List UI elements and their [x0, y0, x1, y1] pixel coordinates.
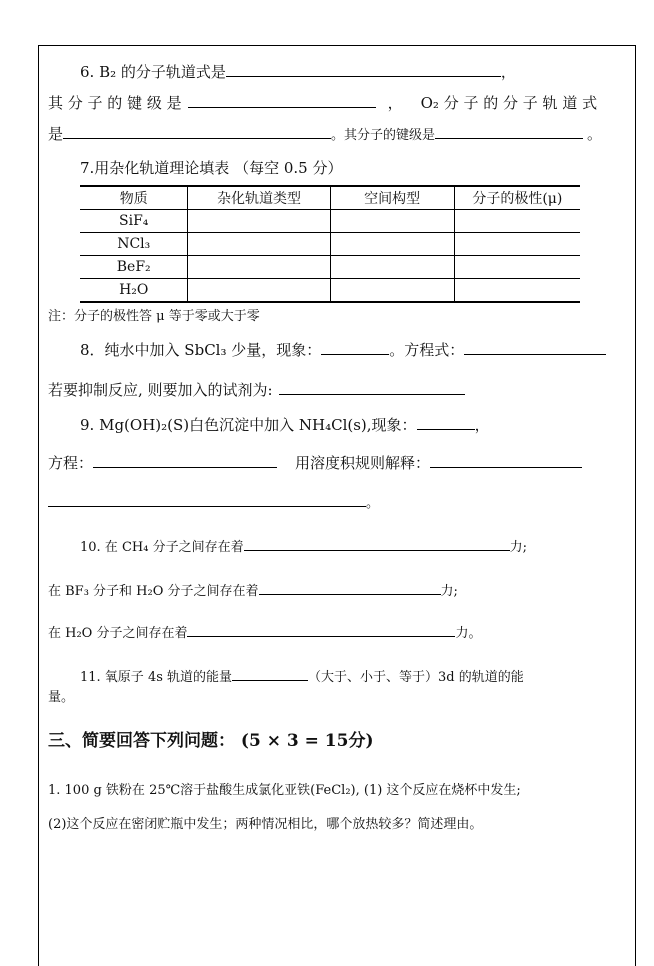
q11-line2: 量。	[48, 690, 75, 705]
q8-reagent-label: 若要抑制反应, 则要加入的试剂为:	[48, 381, 273, 399]
header-geometry: 空间构型	[330, 186, 454, 210]
row-substance: NCl₃	[80, 233, 188, 256]
q8-equation-label: 。方程式：	[389, 341, 465, 359]
q7-title: 7.用杂化轨道理论填表 （每空 0.5 分）	[80, 159, 343, 177]
q9-equation-label: 方程：	[48, 454, 94, 472]
header-hybrid-type: 杂化轨道类型	[188, 186, 330, 210]
hybridization-table	[80, 185, 580, 303]
q9-line3	[48, 492, 379, 514]
q9-prefix: 9. Mg(OH)₂(S)白色沉淀中加入 NH₄Cl(s),现象：	[80, 416, 417, 434]
q11-line1	[80, 666, 524, 688]
cell-blank[interactable]	[454, 210, 580, 233]
q9-end: 。	[366, 496, 380, 511]
cell-blank[interactable]	[330, 279, 454, 303]
q6-o2-label: O₂ 分 子 的 分 子 轨 道 式	[420, 94, 598, 112]
cell-blank[interactable]	[330, 233, 454, 256]
q10-line2	[48, 580, 458, 602]
q10-bf3-blank[interactable]	[259, 580, 441, 595]
q6-line2-comma: ，	[387, 94, 403, 112]
q9-line2	[48, 453, 582, 473]
row-substance: SiF₄	[80, 210, 188, 233]
q8-phenomenon-blank[interactable]	[321, 340, 389, 355]
table-row	[80, 256, 580, 279]
row-substance: BeF₂	[80, 256, 188, 279]
q7-note: 注：分子的极性答 μ 等于零或大于零	[48, 309, 260, 324]
q6-line3-start: 是	[48, 125, 64, 143]
q8-line2	[48, 380, 465, 400]
q11-prefix: 11. 氧原子 4s 轨道的能量	[80, 670, 233, 685]
q10-ch4-label: 10. 在 CH₄ 分子之间存在着	[80, 540, 244, 555]
cell-blank[interactable]	[454, 256, 580, 279]
table-row	[80, 210, 580, 233]
table-row	[80, 279, 580, 303]
header-substance: 物质	[80, 186, 188, 210]
q10-h2o-label: 在 H₂O 分子之间存在着	[48, 626, 188, 641]
cell-blank[interactable]	[454, 233, 580, 256]
q11-energy-blank[interactable]	[232, 666, 308, 681]
cell-blank[interactable]	[454, 279, 580, 303]
q9-line1	[80, 415, 490, 435]
q9-equation-blank[interactable]	[93, 453, 277, 468]
q6-o2-orbital-blank[interactable]	[63, 124, 331, 139]
s3q1-line1: 1. 100 g 铁粉在 25℃溶于盐酸生成氯化亚铁(FeCl₂), (1) 这个反应在烧杯中发生;	[48, 783, 521, 798]
q10-ch4-force: 力;	[509, 540, 527, 555]
q10-line3	[48, 622, 482, 644]
q6-bond-order-label: 其 分 子 的 键 级 是	[48, 94, 182, 112]
q6-line3	[48, 124, 602, 146]
table-row	[80, 233, 580, 256]
q10-bf3-label: 在 BF₃ 分子和 H₂O 分子之间存在着	[48, 584, 259, 599]
section3-title: 三、简要回答下列问题： (5 × 3 = 15分)	[48, 731, 374, 751]
q9-ksp-blank[interactable]	[430, 453, 582, 468]
table-header-row	[80, 186, 580, 210]
q6-line2	[48, 93, 597, 113]
q10-h2o-blank[interactable]	[187, 622, 455, 637]
q6-o2-bond-order-blank[interactable]	[435, 124, 583, 139]
q8-line1	[80, 340, 606, 360]
q8-equation-blank[interactable]	[464, 340, 606, 355]
q6-b2-orbital-blank[interactable]	[226, 62, 501, 77]
q6-comma: ，	[500, 63, 516, 81]
q9-explanation-blank[interactable]	[48, 492, 366, 507]
q8-prefix: 8．纯水中加入 SbCl₃ 少量，现象：	[80, 341, 322, 359]
q10-ch4-blank[interactable]	[244, 536, 510, 551]
q9-phenomenon-blank[interactable]	[417, 415, 475, 430]
cell-blank[interactable]	[188, 279, 330, 303]
q10-bf3-force: 力;	[440, 584, 458, 599]
row-substance: H₂O	[80, 279, 188, 303]
header-polarity: 分子的极性(μ)	[454, 186, 580, 210]
q6-b2-bond-order-blank[interactable]	[188, 93, 376, 108]
q6-end: 。	[587, 125, 603, 143]
q10-line1	[80, 536, 527, 558]
q6-o2-bond-order-label: 。其分子的键级是	[331, 128, 436, 143]
q9-comma: ，	[474, 416, 490, 434]
q6-prefix: 6. B₂ 的分子轨道式是	[80, 63, 226, 81]
q9-ksp-label: 用溶度积规则解释：	[295, 454, 431, 472]
cell-blank[interactable]	[330, 210, 454, 233]
q11-options: （大于、小于、等于）3d 的轨道的能	[308, 670, 524, 685]
q8-reagent-blank[interactable]	[279, 380, 465, 395]
cell-blank[interactable]	[188, 256, 330, 279]
s3q1-line2: (2)这个反应在密闭贮瓶中发生；两种情况相比，哪个放热较多？简述理由。	[48, 817, 483, 832]
cell-blank[interactable]	[188, 233, 330, 256]
cell-blank[interactable]	[188, 210, 330, 233]
cell-blank[interactable]	[330, 256, 454, 279]
q6-line1	[80, 62, 516, 82]
q10-h2o-force: 力。	[455, 626, 482, 641]
